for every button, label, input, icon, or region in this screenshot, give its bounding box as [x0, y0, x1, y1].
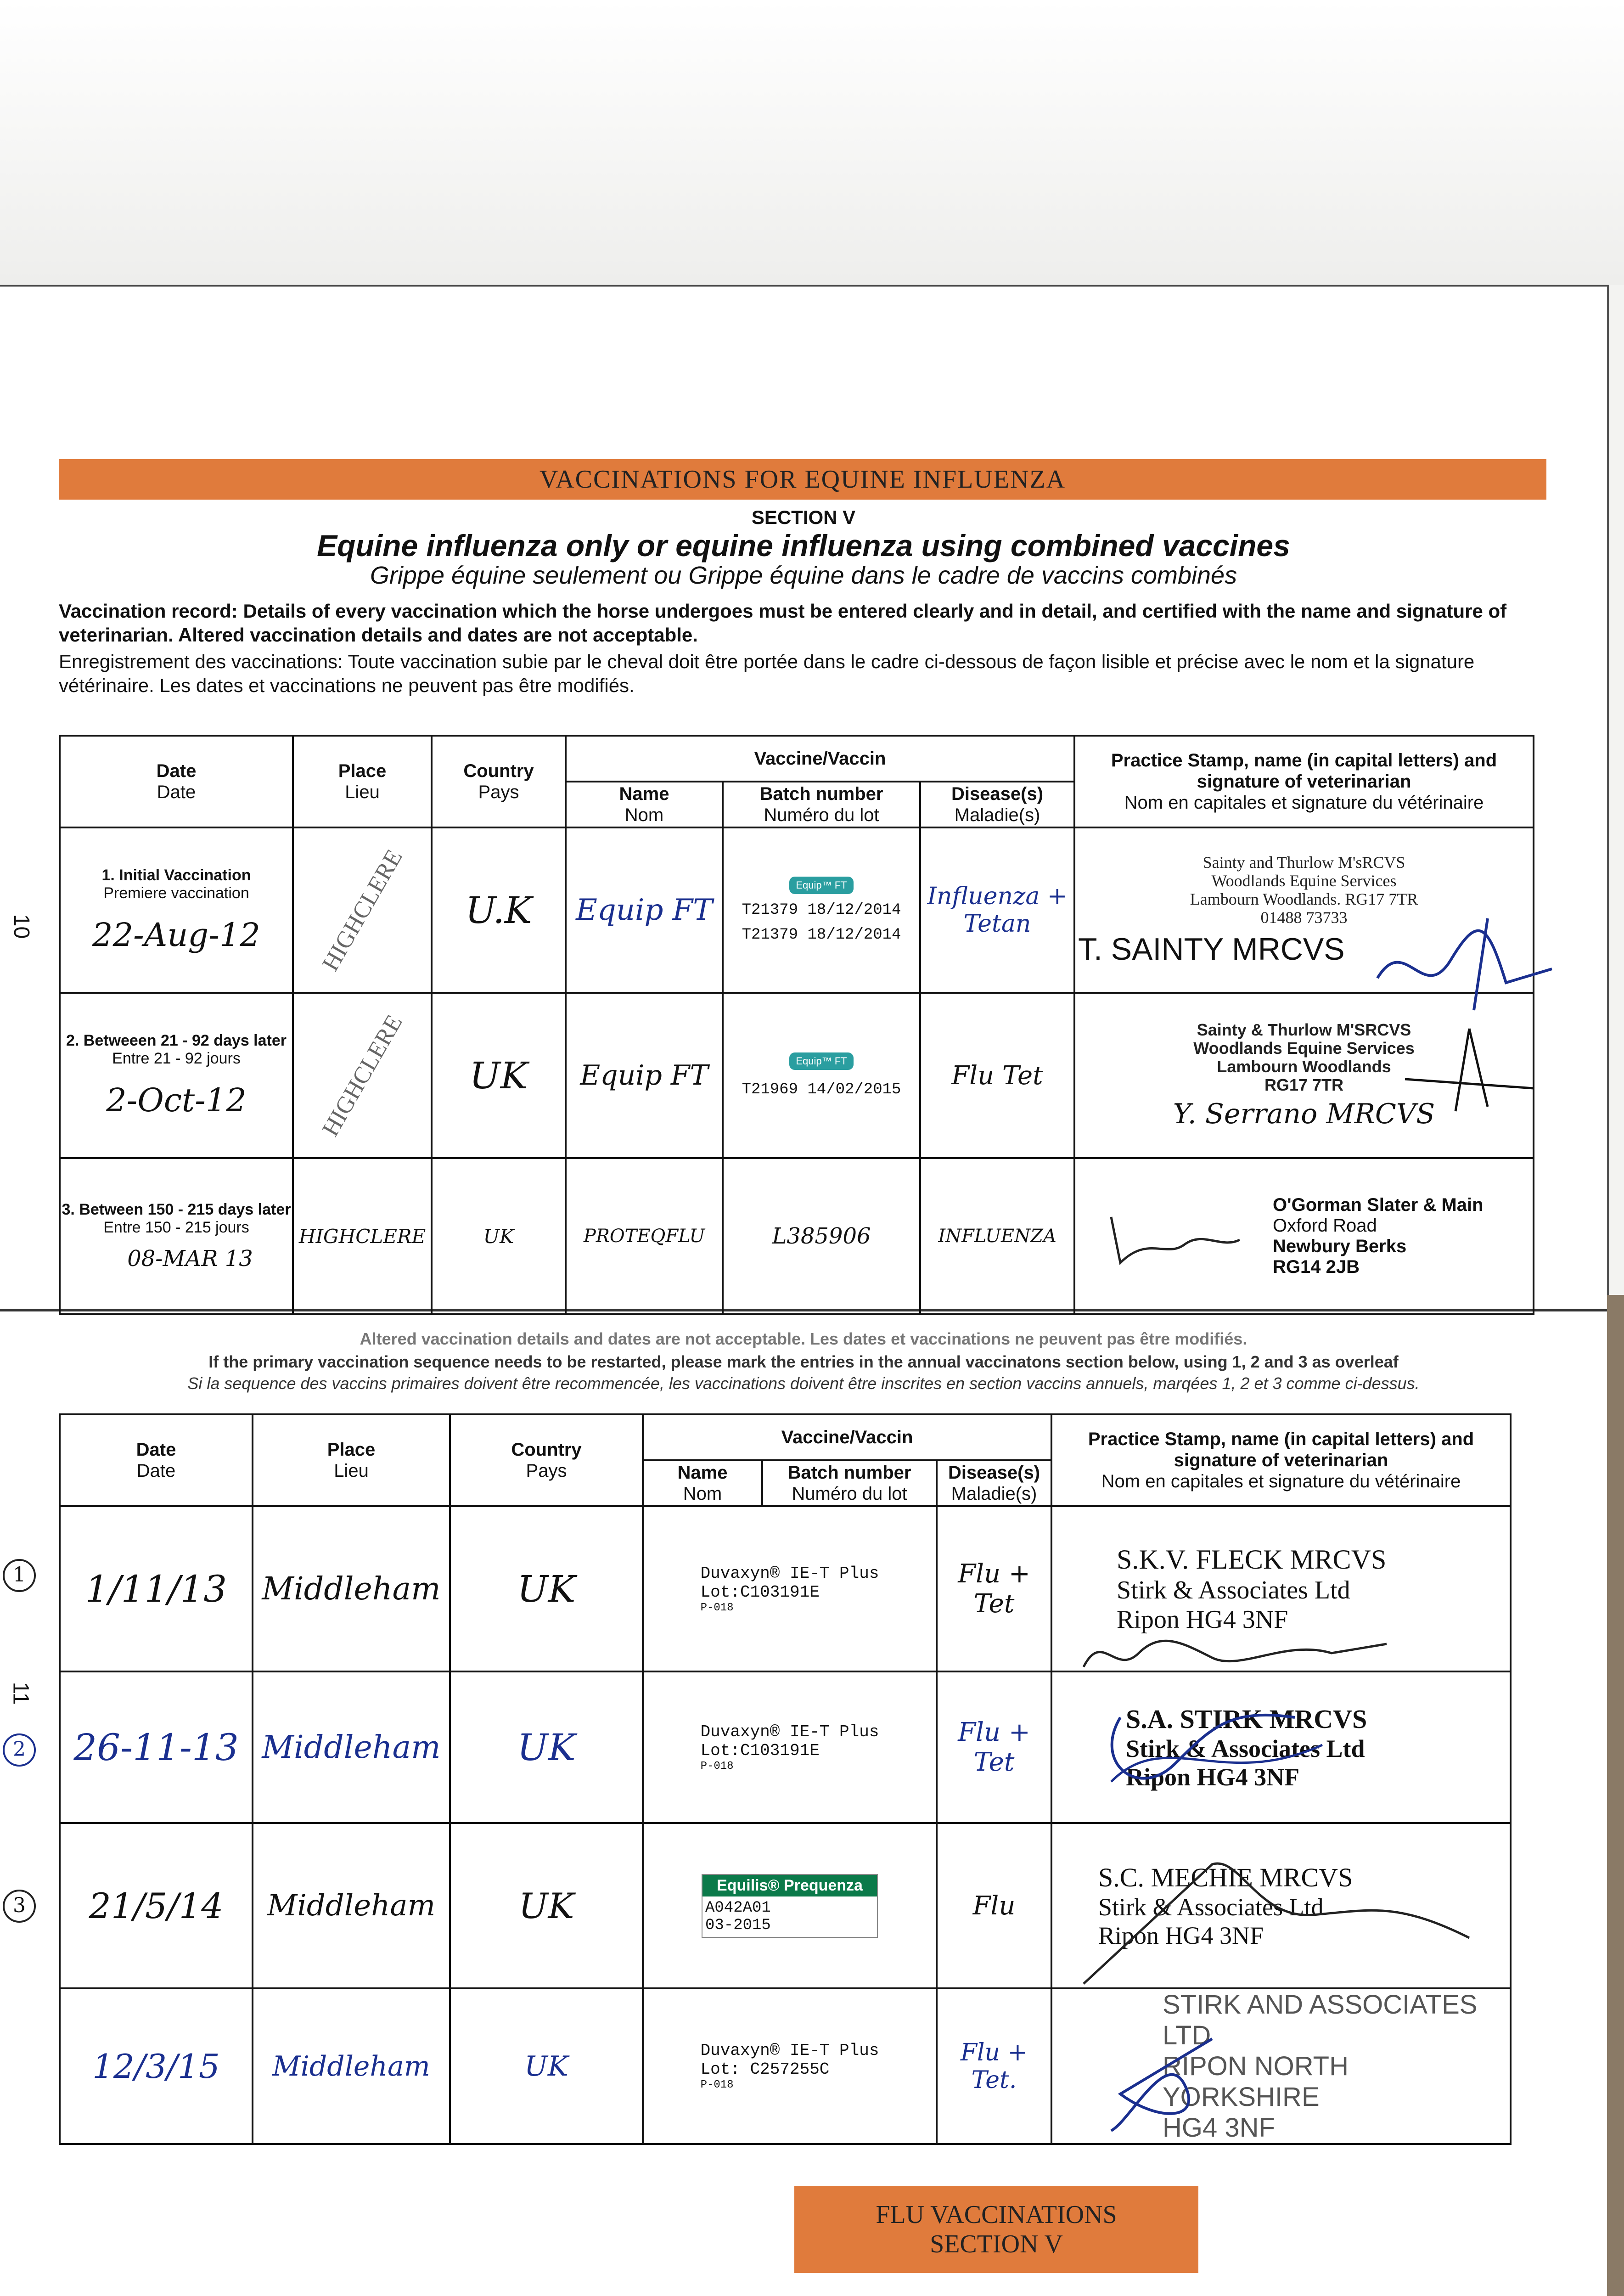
stamp-line: S.K.V. FLECK MRCVS [1117, 1544, 1387, 1575]
table-row [60, 1988, 1511, 2144]
footer-banner [794, 2186, 1198, 2273]
header-batch: Batch number Numéro du lot [762, 1460, 937, 1506]
disease-value: Flu [937, 1823, 1051, 1988]
section-banner [59, 459, 1546, 500]
header-vaccine: Vaccine/Vaccin [643, 1414, 1051, 1460]
date-value: 08-MAR 13 [127, 1246, 253, 1272]
batch-label-cell [643, 1506, 937, 1671]
batch-sticker-tag: Equip™ FT [789, 1052, 853, 1070]
stamp-line: RG14 2JB [1273, 1257, 1360, 1277]
date-value: 22-Aug-12 [92, 916, 260, 954]
product-code: P-018 [700, 1601, 734, 1614]
stamp-line: O'Gorman Slater & Main [1273, 1195, 1484, 1215]
row-marker-1: 1 [3, 1559, 36, 1592]
batch-label-cell [643, 1988, 937, 2144]
row-label-french: Entre 150 - 215 jours [103, 1219, 249, 1236]
country-value: UK [432, 1158, 566, 1314]
batch-label-cell [723, 827, 920, 993]
disease-value: Flu + Tet [937, 1671, 1051, 1823]
stamp-line: Woodlands Equine Services [1211, 872, 1397, 890]
date-value: 2-Oct-12 [106, 1081, 247, 1119]
row-label-french: Premiere vaccination [103, 884, 249, 902]
product-name: Duvaxyn® IE-T Plus [700, 1564, 879, 1583]
primary-vaccination-table [59, 735, 1534, 1315]
batch-number: T21379 18/12/2014 [742, 901, 901, 919]
disease-value: Flu Tet [920, 993, 1074, 1158]
disease-value: Influenza + Tetan [920, 827, 1074, 993]
row-label-french: Entre 21 - 92 jours [112, 1050, 241, 1067]
place-value: Middleham [253, 1988, 450, 2144]
row-marker-2: 2 [3, 1733, 36, 1767]
footer-banner-line: FLU VACCINATIONS [876, 2200, 1117, 2229]
batch-number: L385906 [723, 1158, 920, 1314]
stamp-line: HG4 3NF [1163, 2113, 1275, 2143]
table-row [60, 993, 1534, 1158]
header-vaccine: Vaccine/Vaccin [566, 736, 1074, 782]
intro-french: Enregistrement des vaccinations: Toute vaccination subie par le cheval doit être portée dans le cadre ci-dessous de façon lisible et précise avec le nom et la signature vétérinaire. Les dates et vaccinations ne peuvent pas être modifiés. [59, 651, 1475, 696]
signature-scribble [1396, 1019, 1543, 1120]
page-number: 11 [8, 1682, 33, 1705]
batch-label-cell [643, 1823, 937, 1988]
row-label-cell [60, 1158, 293, 1314]
vet-name: T. SAINTY MRCVS [1078, 932, 1345, 967]
vaccine-name: Equip FT [566, 993, 723, 1158]
table-row [60, 1158, 1534, 1314]
lot-number: A042A01 [705, 1899, 771, 1917]
stamp-line: Sainty & Thurlow M'SRCVS [1197, 1020, 1411, 1039]
page-number: 10 [9, 914, 34, 939]
vaccine-name: PROTEQFLU [566, 1158, 723, 1314]
place-stamp: HIGHCLERE [256, 809, 469, 1012]
stamp-line: STIRK AND ASSOCIATES LTD [1163, 1990, 1478, 2050]
header-country: Country Pays [432, 736, 566, 827]
footer-banner-line: SECTION V [930, 2230, 1063, 2258]
row-marker-3: 3 [3, 1890, 36, 1923]
batch-number: T21969 14/02/2015 [742, 1081, 901, 1098]
lot-number: Lot: C257255C [700, 2060, 830, 2079]
stamp-line: Ripon HG4 3NF [1117, 1605, 1288, 1634]
date-value: 1/11/13 [60, 1506, 253, 1671]
disease-value: INFLUENZA [920, 1158, 1074, 1314]
signature-scribble [1368, 905, 1561, 1024]
lot-number: Lot:C103191E [700, 1741, 820, 1760]
table-row [60, 827, 1534, 993]
header-place: Place Lieu [253, 1414, 450, 1506]
stamp-line: Ripon HG4 3NF [1098, 1921, 1264, 1949]
expiry-date: 03-2015 [705, 1916, 771, 1934]
product-code: P-018 [700, 2079, 734, 2091]
signature-scribble [1084, 1690, 1341, 1818]
header-place: Place Lieu [293, 736, 432, 827]
header-name: Name Nom [566, 782, 723, 827]
row-label: 2. Betweeen 21 - 92 days later [66, 1032, 287, 1049]
country-value: U.K [432, 827, 566, 993]
stamp-line: Lambourn Woodlands. RG17 7TR [1190, 890, 1418, 908]
stamp-line: Stirk & Associates Ltd [1117, 1576, 1350, 1604]
place-value: Middleham [253, 1823, 450, 1988]
stamp-line: 01488 73733 [1260, 908, 1348, 927]
signature-scribble [1102, 2030, 1240, 2140]
batch-label-cell [643, 1671, 937, 1823]
page-title: Equine influenza only or equine influenza using combined vaccines [317, 529, 1290, 563]
place-value: HIGHCLERE [293, 1158, 432, 1314]
place-value: Middleham [253, 1671, 450, 1823]
page-title-french: Grippe équine seulement ou Grippe équine dans le cadre de vaccins combinés [370, 562, 1237, 589]
restart-note-french: Si la sequence des vaccins primaires doivent être recommencée, les vaccinations doivent être inscrites en section vaccins annuels, marqées 1, 2 et 3 comme ci-dessus. [187, 1374, 1420, 1393]
stamp-line: Stirk & Associates Ltd [1126, 1734, 1365, 1762]
signature-scribble [1102, 1208, 1286, 1272]
country-value: UK [450, 1506, 643, 1671]
batch-sticker-tag: Equip™ FT [789, 877, 853, 894]
stamp-line: S.A. STIRK MRCVS [1126, 1704, 1367, 1734]
country-value: UK [450, 1988, 643, 2144]
stamp-line: S.C. MECHIE MRCVS [1098, 1862, 1353, 1892]
stamp-line: Newbury Berks [1273, 1236, 1407, 1256]
stamp-line: Woodlands Equine Services [1193, 1039, 1415, 1058]
place-value: Middleham [253, 1506, 450, 1671]
product-code: P-018 [700, 1760, 734, 1773]
binding-edge [1607, 1295, 1624, 2296]
country-value: UK [432, 993, 566, 1158]
vaccine-name: Equip FT [566, 827, 723, 993]
vet-name: Y. Serrano MRCVS [1173, 1098, 1435, 1130]
date-value: 21/5/14 [60, 1823, 253, 1988]
stamp-line: Sainty and Thurlow M'sRCVS [1203, 853, 1405, 872]
banner-text: VACCINATIONS FOR EQUINE INFLUENZA [539, 465, 1066, 494]
product-name: Duvaxyn® IE-T Plus [700, 1722, 879, 1741]
date-value: 26-11-13 [60, 1671, 253, 1823]
disease-value: Flu + Tet [937, 1506, 1051, 1671]
product-name: Duvaxyn® IE-T Plus [700, 2041, 879, 2060]
disease-value: Flu + Tet. [937, 1988, 1051, 2144]
header-batch: Batch number Numéro du lot [723, 782, 920, 827]
stamp-line: Oxford Road [1273, 1216, 1377, 1236]
row-label-cell [60, 993, 293, 1158]
date-value: 12/3/15 [60, 1988, 253, 2144]
batch-number: T21379 18/12/2014 [742, 926, 901, 944]
header-country: Country Pays [450, 1414, 643, 1506]
row-label: 1. Initial Vaccination [101, 867, 251, 884]
row-label: 3. Between 150 - 215 days later [62, 1201, 291, 1218]
row-label-cell [60, 827, 293, 993]
stamp-line: Ripon HG4 3NF [1126, 1763, 1300, 1791]
signature-scribble [1074, 1846, 1488, 1993]
header-stamp: Practice Stamp, name (in capital letters) and signature of veterinarian Nom en capitales et signature du vétérinaire [1051, 1414, 1511, 1506]
header-disease: Disease(s) Maladie(s) [920, 782, 1074, 827]
header-date: Date Date [60, 1414, 253, 1506]
section-label: SECTION V [751, 506, 856, 528]
lot-number: Lot:C103191E [700, 1582, 820, 1602]
signature-scribble [1074, 1626, 1396, 1681]
place-stamp: HIGHCLERE [256, 974, 469, 1177]
stamp-line: RG17 7TR [1264, 1075, 1344, 1094]
stamp-line: RIPON NORTH YORKSHIRE [1163, 2051, 1349, 2112]
stamp-line: Lambourn Woodlands [1217, 1057, 1391, 1076]
intro-english: Vaccination record: Details of every vaccination which the horse undergoes must be entered clearly and in detail, and certified with the name and signature of veterinarian. Altered vaccination details and dates are not acceptable. [59, 600, 1507, 646]
sticker-header: Equilis® Prequenza [702, 1875, 877, 1896]
restart-note: If the primary vaccination sequence needs to be restarted, please mark the entries in the annual vaccinatons section below, using 1, 2 and 3 as overleaf [208, 1352, 1399, 1371]
header-name: Name Nom [643, 1460, 762, 1506]
country-value: UK [450, 1671, 643, 1823]
equilis-sticker [702, 1874, 878, 1938]
warning-note: Altered vaccination details and dates are not acceptable. Les dates et vaccinations ne peuvent pas être modifiés. [360, 1329, 1248, 1348]
header-disease: Disease(s) Maladie(s) [937, 1460, 1051, 1506]
country-value: UK [450, 1823, 643, 1988]
header-stamp: Practice Stamp, name (in capital letters) and signature of veterinarian Nom en capitales et signature du vétérinaire [1074, 736, 1534, 827]
header-date: Date Date [60, 736, 293, 827]
batch-label-cell [723, 993, 920, 1158]
stamp-line: Stirk & Associates Ltd [1098, 1893, 1324, 1921]
background-sheet [0, 0, 1624, 285]
